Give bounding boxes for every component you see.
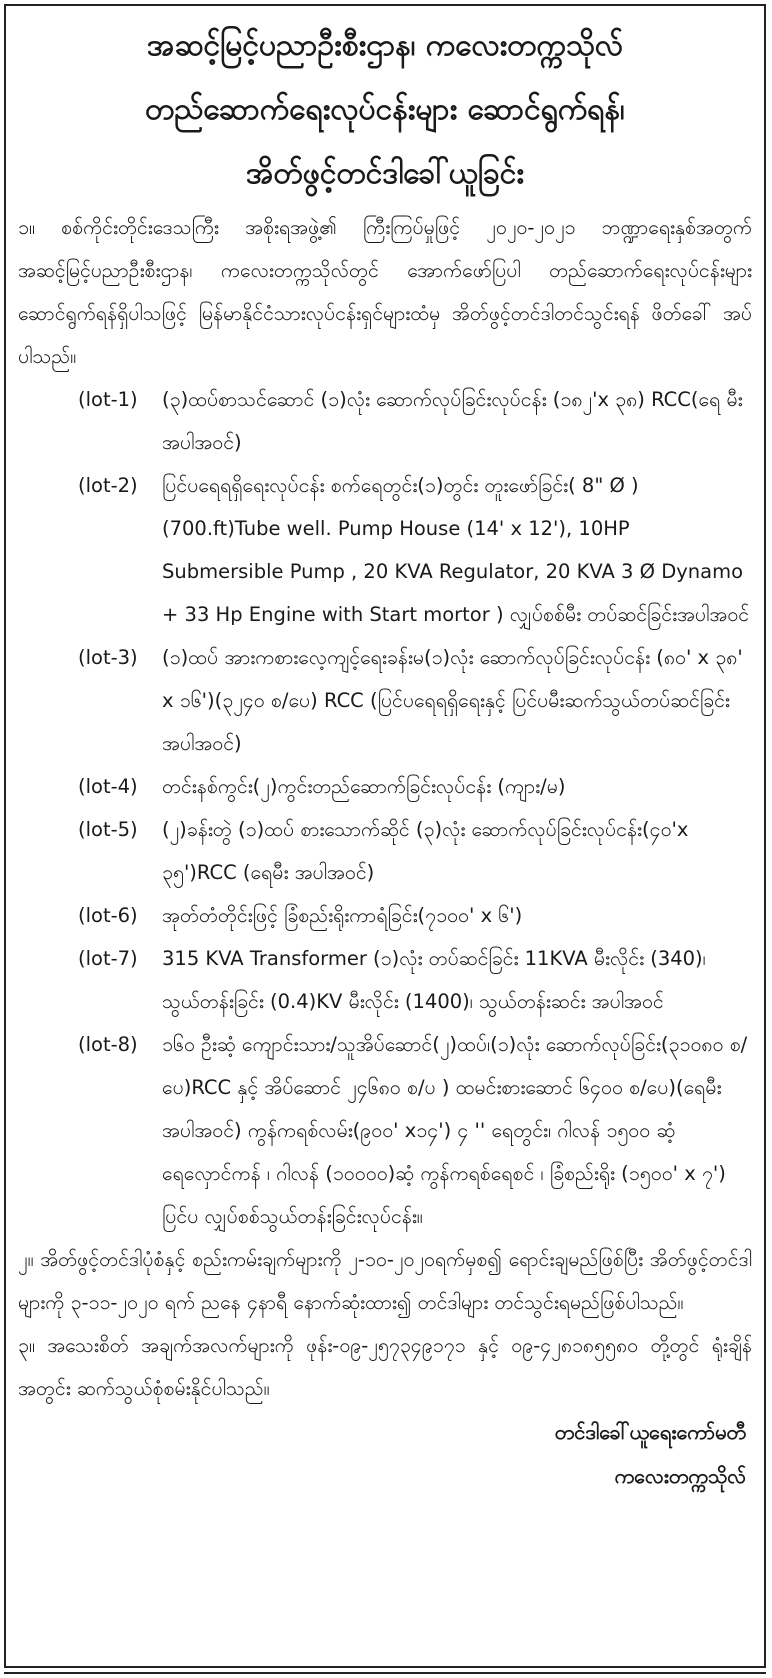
lot-item xyxy=(6,937,764,1023)
signature-block xyxy=(6,1410,764,1498)
lot-description: ၁၆၀ ဦးဆံ့ ကျောင်းသား/သူအိပ်ဆောင်(၂)ထပ်၊(၁)လုံး ဆောက်လုပ်ခြင်း(၃၁၀၈၀ စ/ပေ)RCC နှင့် အိပ်ဆောင် ၂၄၆၈၀ စ/ပ ) ထမင်းစားဆောင် ၆၄၀၀ စ/ပေ)(ရေမီး အပါအဝင်) ကွန်ကရစ်လမ်း(၉၀၀' x၁၄') ၄ '' ရေတွင်း၊ ဂါလန် ၁၅၀၀ ဆံ့ ရေလှောင်ကန် ၊ ဂါလန် (၁၀၀၀၀)ဆံ့ ကွန်ကရစ်ရေစင် ၊ ခြံစည်းရိုး (၁၅၀၀' x ၇') ပြင်ပ လျှပ်စစ်သွယ်တန်းခြင်းလုပ်ငန်း။ xyxy=(162,1033,748,1228)
lot-description: ပြင်ပရေရရှိရေးလုပ်ငန်း စက်ရေတွင်း(၁)တွင်း တူးဖော်ခြင်း( 8" Ø ) (700.ft)Tube well. Pump House (14' x 12'), 10HP Submersible Pump , 20 KVA Regulator, 20 KVA 3 Ø Dynamo + 33 Hp Engine with Start mortor ) လျှပ်စစ်မီး တပ်ဆင်ခြင်းအပါအဝင် xyxy=(162,474,750,626)
lot-code: (lot-1) xyxy=(78,388,138,411)
lot-code: (lot-4) xyxy=(78,775,138,798)
lot-description: အုတ်တံတိုင်းဖြင့် ခြံစည်းရိုးကာရံခြင်း(၇၁၀၀' x ၆') xyxy=(162,904,523,927)
lot-item xyxy=(6,378,764,464)
paragraph-1: ၁။ စစ်ကိုင်းတိုင်းဒေသကြီး အစိုးရအဖွဲ့၏ ကြီးကြပ်မှုဖြင့် ၂၀၂၀-၂၀၂၁ ဘဏ္ဍာရေးနှစ်အတွက် အဆင့်မြင့်ပညာဦးစီးဌာန၊ ကလေးတက္ကသိုလ်တွင် အောက်ဖော်ပြပါ တည်ဆောက်ရေးလုပ်ငန်းများ ဆောင်ရွက်ရန်ရှိပါသဖြင့် မြန်မာနိုင်ငံသားလုပ်ငန်းရှင်များထံမှ အိတ်ဖွင့်တင်ဒါတင်သွင်းရန် ဖိတ်ခေါ် အပ်ပါသည်။ xyxy=(18,216,752,368)
lot-item xyxy=(6,894,764,937)
paragraph-3: ၃။ အသေးစိတ် အချက်အလက်များကို ဖုန်း-၀၉-၂၅၇၃၄၉၁၇၁ နှင့် ၀၉-၄၂၈၁၈၅၅၈၀ တို့တွင် ရုံးချိန်အတွင်း ဆက်သွယ်စုံစမ်းနိုင်ပါသည်။ xyxy=(18,1334,752,1400)
lot-description: (၂)ခန်းတွဲ (၁)ထပ် စားသောက်ဆိုင် (၃)လုံး ဆောက်လုပ်ခြင်းလုပ်ငန်း(၄၀'x ၃၅')RCC (ရေမီး အပါအဝင်) xyxy=(162,818,689,884)
lot-item xyxy=(6,464,764,636)
bottom-rule xyxy=(4,1672,766,1674)
lot-code: (lot-2) xyxy=(78,474,138,497)
signature-university: ကလေးတက္ကသိုလ် xyxy=(614,1464,746,1488)
lot-description: 315 KVA Transformer (၁)လုံး တပ်ဆင်ခြင်း 11KVA မီးလိုင်း (340)၊ သွယ်တန်းခြင်း (0.4)KV မီးလိုင်း (1400)၊ သွယ်တန်းဆင်း အပါအဝင် xyxy=(162,947,706,1013)
lot-item xyxy=(6,1023,764,1238)
lot-code: (lot-3) xyxy=(78,646,138,669)
lot-code: (lot-8) xyxy=(78,1033,138,1056)
title-line-3: အိတ်ဖွင့်တင်ဒါခေါ်ယူခြင်း xyxy=(245,156,525,191)
lot-item xyxy=(6,636,764,765)
lot-code: (lot-5) xyxy=(78,818,138,841)
lot-description: တင်းနစ်ကွင်း(၂)ကွင်းတည်ဆောက်ခြင်းလုပ်ငန်း (ကျား/မ) xyxy=(162,775,566,798)
lot-code: (lot-6) xyxy=(78,904,138,927)
lot-code: (lot-7) xyxy=(78,947,138,970)
notice-frame xyxy=(4,4,766,1668)
lot-item xyxy=(6,765,764,808)
paragraph-2: ၂။ အိတ်ဖွင့်တင်ဒါပုံစံနှင့် စည်းကမ်းချက်များကို ၂-၁၀-၂၀၂၀ရက်မှစ၍ ရောင်းချမည်ဖြစ်ပြီး အိတ်ဖွင့်တင်ဒါများကို ၃-၁၁-၂၀၂၀ ရက် ညနေ ၄နာရီ နောက်ဆုံးထား၍ တင်ဒါများ တင်သွင်းရမည်ဖြစ်ပါသည်။ xyxy=(18,1248,752,1314)
signature-committee: တင်ဒါခေါ်ယူရေးကော်မတီ xyxy=(554,1420,746,1444)
notice-title xyxy=(6,14,764,206)
lot-list xyxy=(6,378,764,1238)
title-line-1: အဆင့်မြင့်ပညာဦးစီးဌာန၊ ကလေးတက္ကသိုလ် xyxy=(147,28,623,63)
lot-description: (၁)ထပ် အားကစားလေ့ကျင့်ရေးခန်းမ(၁)လုံး ဆောက်လုပ်ခြင်းလုပ်ငန်း (၈၀' x ၃၈' x ၁၆')(၃၂၄၀ စ/ပေ) RCC (ပြင်ပရေရရှိရေးနှင့် ပြင်ပမီးဆက်သွယ်တပ်ဆင်ခြင်းအပါအဝင်) xyxy=(162,646,743,755)
lot-item xyxy=(6,808,764,894)
title-line-2: တည်ဆောက်ရေးလုပ်ငန်းများ ဆောင်ရွက်ရန်၊ xyxy=(145,92,625,127)
lot-description: (၃)ထပ်စာသင်ဆောင် (၁)လုံး ဆောက်လုပ်ခြင်းလုပ်ငန်း (၁၈၂'x ၃၈) RCC(ရေ မီး အပါအဝင်) xyxy=(162,388,743,454)
